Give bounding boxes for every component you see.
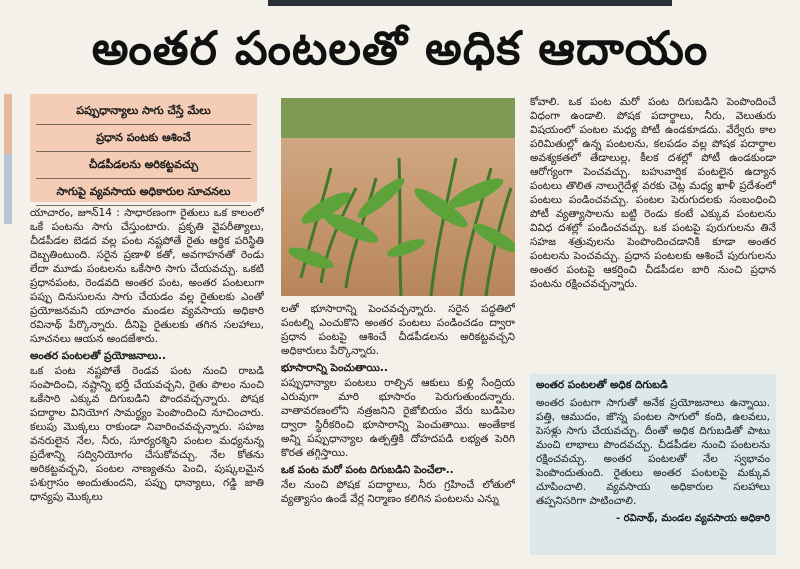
summary-line: సాగుపై వ్యవసాయ అధికారుల సూచనలు xyxy=(36,179,251,206)
body-paragraph: నేల నుంచి పోషక పదార్థాలు, నీరు గ్రహించే లోతులో వ్యత్యాసం ఉండే వేర్ల నిర్మాణం కలిగిన పంటలను ఎన్ను xyxy=(281,479,515,505)
article-column-1 xyxy=(30,206,264,554)
box-signature: - రవినాథ్, మండల వ్యవసాయ అధికారి xyxy=(615,513,770,524)
left-margin-mark xyxy=(4,94,12,224)
article-column-3 xyxy=(530,95,776,367)
summary-line: ప్రధాన పంటకు ఆశించే xyxy=(36,125,251,152)
body-paragraph: కోవాలి. ఒక పంట మరో పంట దిగుబడిని పెంపొందించే విధంగా ఉండాలి. పోషక పదార్థాలు, నీరు, వెలుతురు విషయంలో పంటల మధ్య పోటీ ఉండకూడదు. వేర్వేరు కాల పరిమితుల్లో ఉన్న పంటలను, కలపడం వల్ల పోషక పదార్థాల అవశ్యకతలో తేడాలుల్ల, కీలక దశల్లో పోటీ ఉండకుండా ఆరోగ్యంగా పెంచవచ్చు. బహువార్షిక పంటలైన ఉద్యాన పంటలు తొలిత నాలుగైదేళ్ల వరకు చెట్ల మధ్య ఖాళీ ప్రదేశంలో పంటలు పండించవచ్చు. పంటల పెరుగుదలకు సంబంధించి పోటీ వ్యత్యాసాలను బట్టి రెండు కంటే ఎక్కువ పంటలను వివిధ దశల్లో పండించవచ్చు. ఒక పంటపై పురుగులను తినే సహజ శత్రువులను పెంపొందించడానికి కూడా అంతర పంటలను పెంచవచ్చు. ప్రధాన పంటలకు ఆశించే పురుగులను అంతర పంటపై ఆకర్షించి చీడపీడల బారి నుంచి ప్రధాన పంటను రక్షించవచ్చన్నారు. xyxy=(530,96,776,290)
body-paragraph: ఒక పంట నష్టపోతే రెండవ పంట నుంచి రాబడి సంపాదించి, నష్టాన్ని భర్తీ చేయవచ్చని, రైతు పొలం నుంచి ఒకేసారి ఎక్కువ దిగుబడిని పొందవచ్చన్నారు. పోషక పదార్థాల వినియోగ సామర్థ్యం పెంపొందించి నూచించారు. కలుపు మొక్కలు రాకుండా నివారించవచ్చన్నారు. సహజ వనరులైన నేల, నీరు, సూర్యరశ్మిని పంటల మధ్యనున్న ప్రదేశాన్ని సద్వినియోగం చేసుకోవచ్చు. నేల కోతను అరికట్టవచ్చని, పంటల నాణ్యతను పెంచి, పుష్కలమైన పశుగ్రాసం అందుతుందని, పప్పు ధాన్యాలు, గడ్డి జాతి ధాన్యపు మొక్కలు xyxy=(30,365,264,503)
subheading: భూసారాన్ని పెంచుతాయి.. xyxy=(281,362,388,374)
subheading: అంతర పంటలతో ప్రయోజనాలు.. xyxy=(30,350,166,362)
box-text: అంతర పంటగా సాగుతో అనేక ప్రయోజనాలు ఉన్నాయి. పత్తి, ఆముదం, జొన్న పంటల సాగులో కంది, ఉలవలు, పెసళ్లు సాగు చేయవచ్చు. దీంతో అధిక దిగుబడితో పాటు మంచి లాభాలు పొందవచ్చు. చీడపీడల నుంచి పంటలను రక్షించవచ్చు. అంతర పంటలతో నేల స్వభావం పెంపొందుతుంది. రైతులు అంతర పంటలపై మక్కువ చూపించాలి. వ్యవసాయ అధికారుల సలహాలు తప్పనిసరిగా పాటించాలి. xyxy=(536,397,770,507)
headline: అంతర పంటలతో అధిక ఆదాయం xyxy=(91,21,709,75)
summary-box xyxy=(30,94,257,202)
subheading: ఒక పంట మరో పంట దిగుబడిని పెంచేలా.. xyxy=(281,464,454,476)
crop-photo xyxy=(281,98,515,296)
summary-line: చీడపీడలను అరికట్టవచ్చు xyxy=(36,152,251,179)
top-bar xyxy=(268,0,672,6)
article-column-2 xyxy=(281,302,515,554)
body-paragraph: లతో భూసారాన్ని పెంచవచ్చన్నారు. సరైన పద్ధతిలో పంటల్ని ఎంచుకొని అంతర పంటలు పండించడం ద్వారా ప్రధాన పంటపై ఆశించే చీడపీడలను అరికట్టవచ్చని అధికారులు పేర్కొన్నారు. xyxy=(281,303,515,357)
box-title: అంతర పంటలతో అధిక దిగుబడి xyxy=(536,379,668,391)
sidebar-box xyxy=(530,374,776,555)
body-paragraph: పప్పుధాన్యాల పంటలు రాల్చిన ఆకులు కుళ్లి సేంద్రియ ఎరువుగా మారి భూసారం పెరుగుతుందన్నారు. వాతావరణంలోని నత్రజనిని రైజోబియం వేరు బుడిపెల ద్వారా స్థిరీకరించి భూసారాన్ని పెంచుతాయి. అంతేకాక అన్ని పప్పుధాన్యాల ఉత్పత్తికి దోహదపడి లభ్యత పెరిగి కొరత తగ్గిస్తాయి. xyxy=(281,377,515,459)
intro-paragraph: యాచారం, జూన్14 : సాధారణంగా రైతులు ఒక కాలంలో ఒకే పంటను సాగు చేస్తుంటారు. ప్రకృతి వైపరీత్యాలు, చీడపీడల బెడద వల్ల పంట నష్టపోతే రైతు ఆర్థిక పరిస్థితి దెబ్బతింటుంది. సరైన ప్రణాళి కతో, అవగాహనతో రెండు లేదా మూడు పంటలను ఒకేసారి సాగు చేయవచ్చు. ఒకటి ప్రధానపంట, రెండవది అంతర పంట, అంతర పంటలుగా పప్పు దినుసులను సాగు చేయడం వల్ల రైతులకు ఎంతో ప్రయోజనమని యాచారం మండల వ్యవసాయ అధికారి రవినాథ్ పేర్కొన్నారు. దీనిపై రైతులకు తగిన సలహాలు, సూచనలు ఆయన అందజేశారు. xyxy=(30,207,264,345)
summary-line: పప్పుధాన్యాలు సాగు చేస్తే మేలు xyxy=(36,98,251,125)
